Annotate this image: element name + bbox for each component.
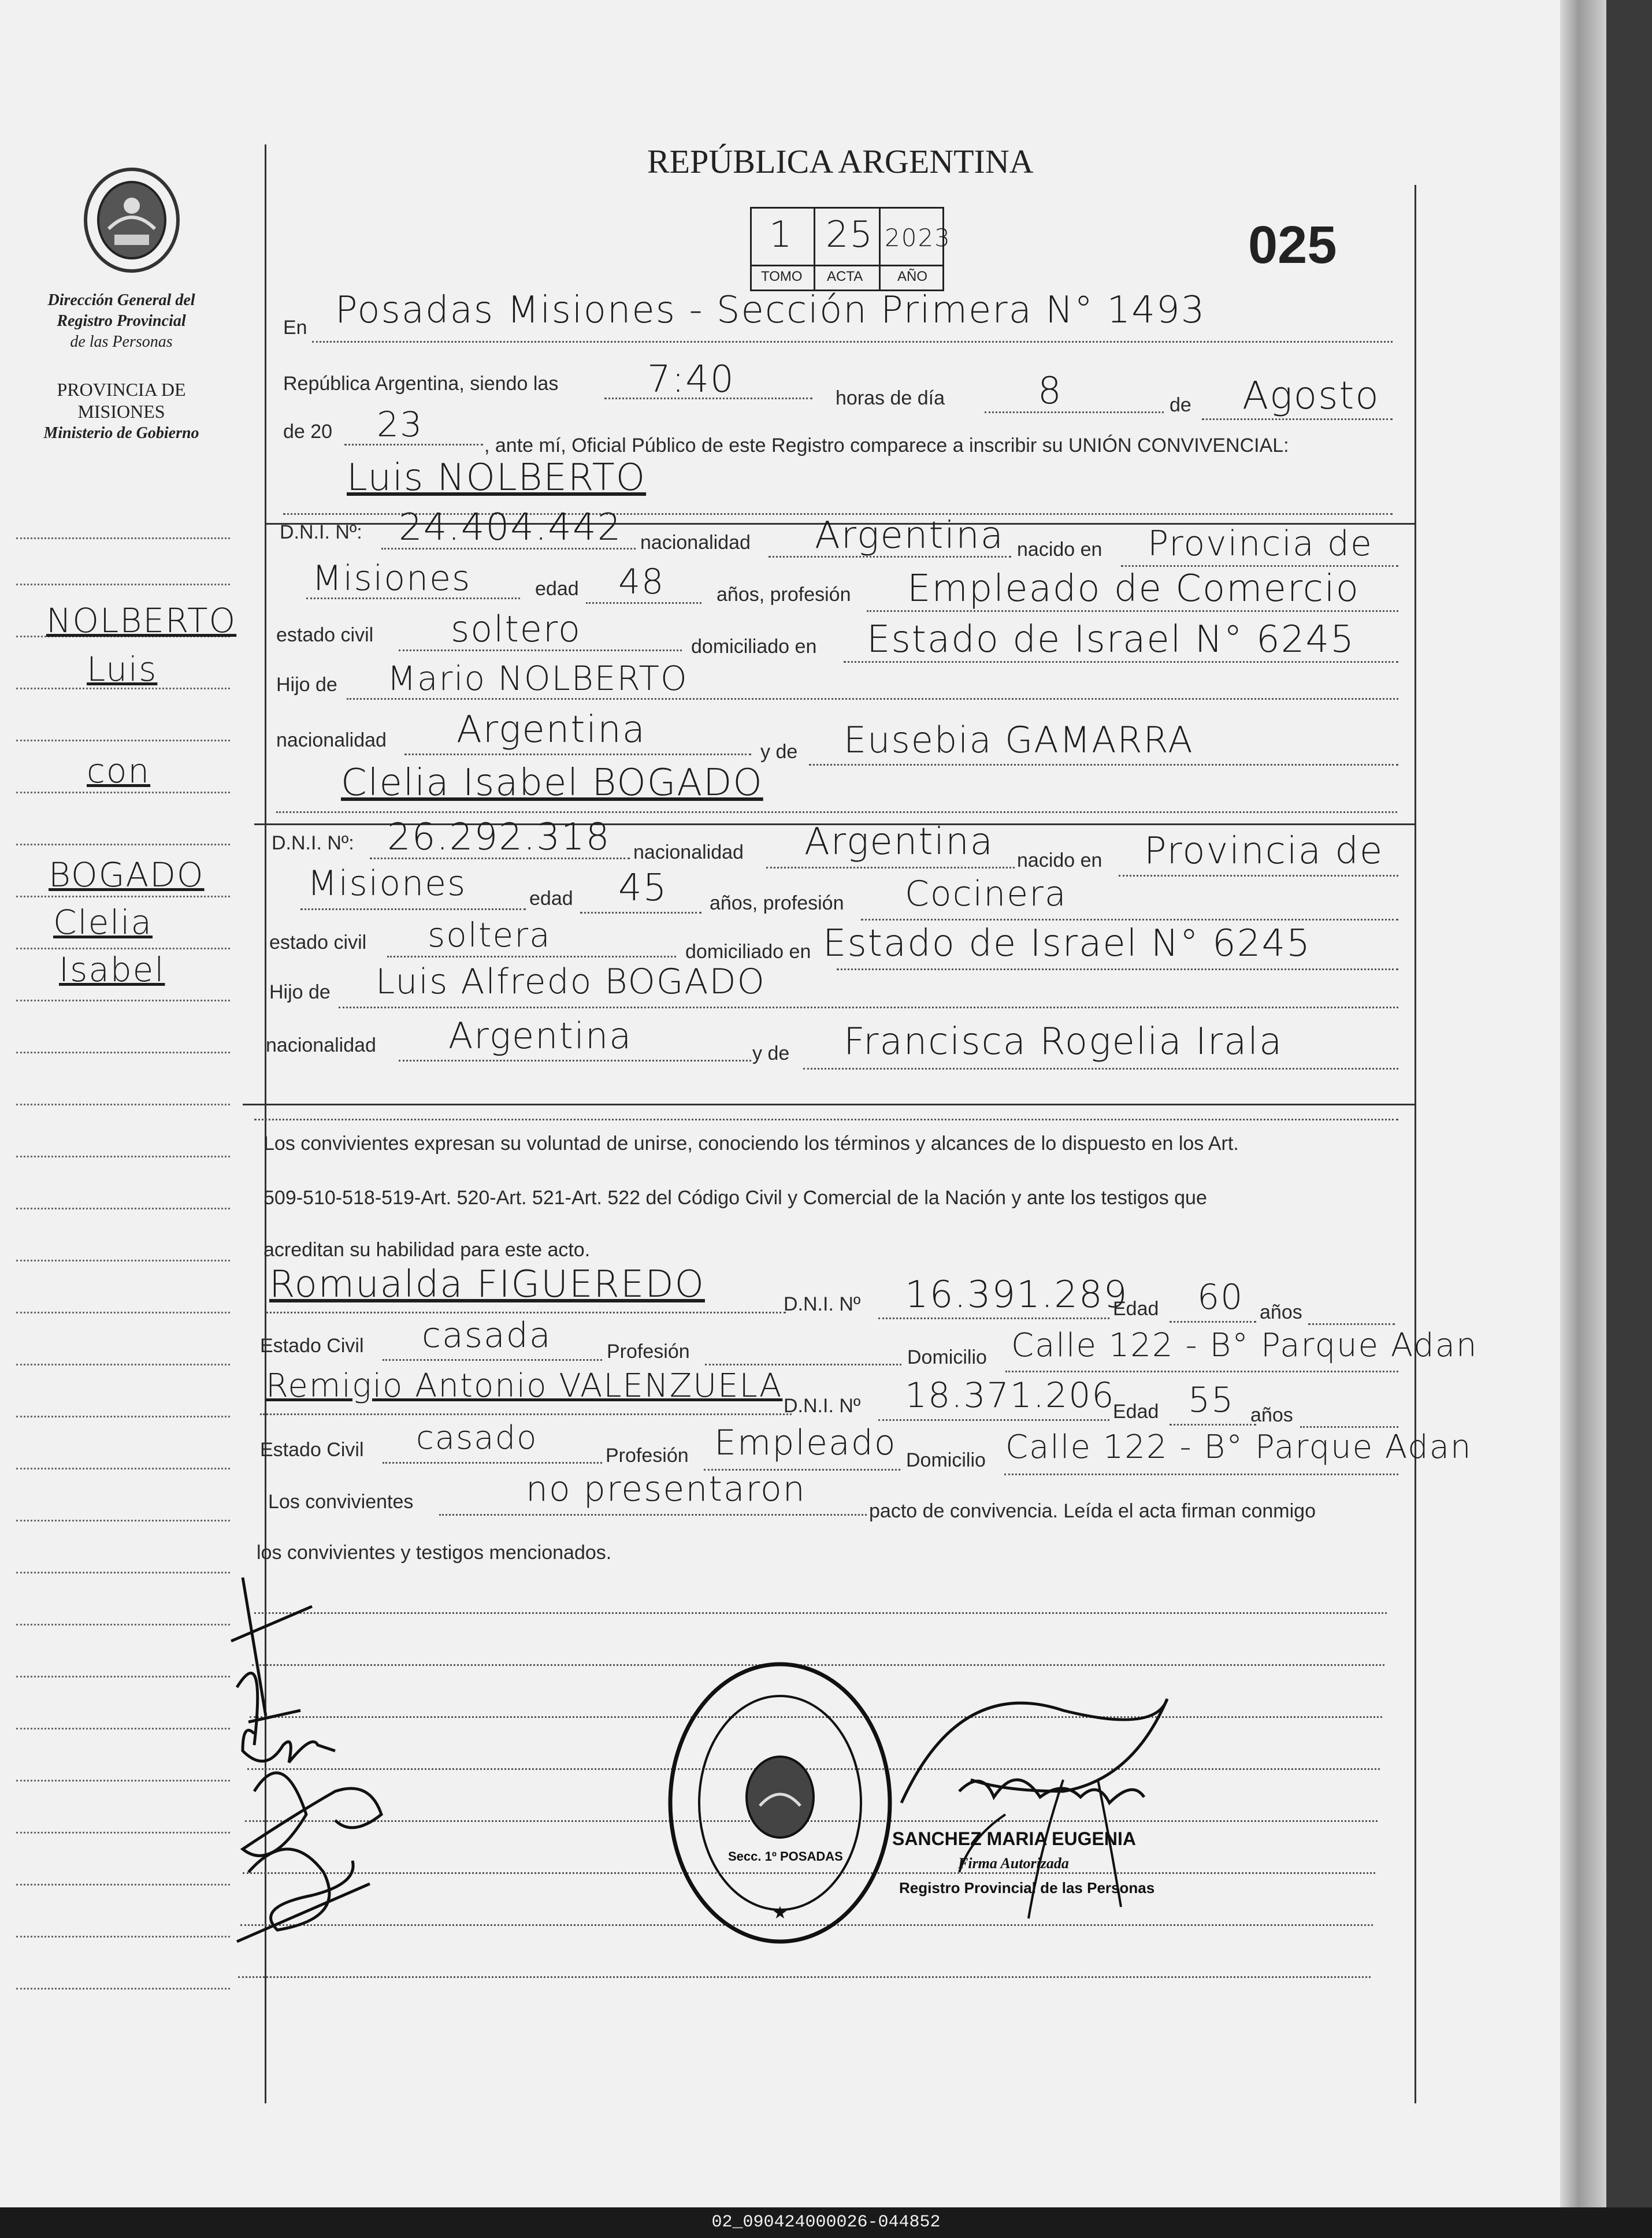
margin-line [16, 844, 230, 845]
hours-label: horas de día [836, 387, 945, 409]
p1-father-nationality-value: Argentina [456, 708, 646, 751]
siendo-label: República Argentina, siendo las [283, 373, 559, 395]
p2-father-nationality-value: Argentina [448, 1015, 633, 1057]
w2-civil-label: Estado Civil [260, 1439, 364, 1461]
margin-name-given-1: Luis [87, 649, 158, 689]
p2-civil-value: soltera [428, 915, 551, 955]
statement-line-2: 509-510-518-519-Art. 520-Art. 521-Art. 522 del Código Civil y Comercial de la Nación y ante los testigos que [263, 1187, 1207, 1209]
official-name: SANCHEZ MARIA EUGENIA [892, 1828, 1136, 1849]
w1-years-label: años [1260, 1301, 1302, 1323]
image-code: 02_090424000026-044852 [0, 2207, 1652, 2238]
p1-age-value: 48 [618, 562, 665, 602]
official-org: Registro Provincial de las Personas [899, 1879, 1155, 1896]
p1-nationality-label: nacionalidad [640, 532, 751, 554]
w2-profession-value: Empleado [714, 1423, 897, 1463]
statement-line-3: acreditan su habilidad para este acto. [263, 1239, 591, 1261]
hour-value: 7:40 [647, 358, 735, 401]
closing-line-2: los convivientes y testigos mencionados. [257, 1542, 612, 1564]
margin-line [16, 1000, 230, 1001]
p2-address-label: domiciliado en [685, 941, 811, 963]
en-label: En [283, 317, 307, 339]
acta-value: 25 [826, 213, 874, 255]
margin-line [16, 948, 230, 949]
w2-dni-label: D.N.I. Nº [784, 1395, 861, 1417]
margin-line [16, 1052, 230, 1053]
p2-nationality-label: nacionalidad [633, 841, 744, 863]
margin-line [16, 792, 230, 793]
margin-line [16, 896, 230, 897]
official-stamp-icon [664, 1658, 896, 1947]
w2-civil-value: casado [416, 1419, 538, 1457]
margin-line [16, 1572, 230, 1573]
p1-address-value: Estado de Israel N° 6245 [867, 618, 1355, 661]
province-seal-icon [80, 165, 184, 275]
w2-dni-value: 18.371.206 [905, 1375, 1115, 1416]
closing-value: no presentaron [526, 1469, 806, 1509]
p2-profession-value: Cocinera [905, 874, 1067, 914]
page-edge [1560, 0, 1606, 2207]
w1-civil-label: Estado Civil [260, 1335, 364, 1357]
p1-mother-label: y de [760, 741, 798, 763]
p1-profession-label: años, profesión [717, 584, 851, 606]
w1-profession-label: Profesión [607, 1341, 690, 1363]
country-title: REPÚBLICA ARGENTINA [647, 143, 1034, 180]
w1-civil-value: casada [422, 1315, 552, 1356]
p2-born-value-1: Provincia de [1144, 830, 1384, 873]
acta-label: ACTA [827, 269, 863, 284]
p1-born-value-1: Provincia de [1148, 524, 1373, 564]
margin-line [16, 1676, 230, 1677]
person1-name: Luis NOLBERTO [347, 456, 647, 499]
w1-dni-label: D.N.I. Nº [784, 1293, 861, 1315]
p2-born-value-2: Misiones [307, 863, 467, 904]
p2-nationality-value: Argentina [804, 821, 994, 863]
w1-age-value: 60 [1197, 1277, 1244, 1317]
org-line-2: Registro Provincial [57, 312, 186, 330]
w1-dni-value: 16.391.289 [905, 1274, 1128, 1316]
margin-line [16, 584, 230, 585]
closing-label-2: pacto de convivencia. Leída el acta firman conmigo [869, 1500, 1316, 1522]
w1-address-label: Domicilio [907, 1346, 987, 1368]
province-line-2: MISIONES [77, 401, 165, 422]
w2-age-value: 55 [1188, 1380, 1235, 1420]
w1-name: Romualda FIGUEREDO [269, 1263, 705, 1306]
p1-born-value-2: Misiones [312, 558, 472, 599]
place-value: Posadas Misiones - Sección Primera N° 1493 [335, 289, 1206, 332]
margin-name-given-2a: Clelia [53, 903, 153, 942]
p1-father-value: Mario NOLBERTO [387, 659, 688, 698]
margin-line [16, 740, 230, 741]
divider-3 [243, 1104, 1416, 1105]
margin-line [16, 1624, 230, 1625]
p1-dni-value: 24.404.442 [399, 506, 622, 549]
margin-name-con: con [87, 751, 151, 790]
w2-age-label: Edad [1113, 1401, 1159, 1423]
province-line-1: PROVINCIA DE [57, 379, 186, 400]
year-value: 23 [377, 404, 424, 445]
p2-dni-label: D.N.I. Nº: [272, 832, 354, 854]
margin-line [16, 1468, 230, 1469]
statement-line-1: Los convivientes expresan su voluntad de unirse, conociendo los términos y alcances de lo dispuesto en los Art. [263, 1133, 1239, 1155]
margin-line [16, 1884, 230, 1886]
right-frame-line [1415, 185, 1416, 2103]
ministry-line: Ministerio de Gobierno [43, 424, 199, 442]
tomo-value: 1 [769, 213, 793, 255]
margin-name-surname-2: BOGADO [49, 855, 205, 895]
p1-civil-value: soltero [451, 608, 581, 650]
p2-civil-label: estado civil [269, 931, 367, 953]
p1-father-nationality-label: nacionalidad [276, 729, 387, 751]
margin-line [16, 1260, 230, 1261]
margin-line [16, 1364, 230, 1365]
month-de-label: de [1170, 394, 1191, 416]
w2-address-label: Domicilio [906, 1449, 986, 1471]
w2-profession-label: Profesión [606, 1445, 689, 1467]
p1-age-label: edad [535, 578, 579, 600]
p1-born-label: nacido en [1017, 539, 1102, 561]
record-box [750, 207, 951, 291]
p2-dni-value: 26.292.318 [387, 816, 611, 859]
p2-mother-label: y de [752, 1042, 790, 1064]
comparece-text: , ante mí, Oficial Público de este Registro comparece a inscribir su UNIÓN CONVIVENCIAL: [484, 435, 1289, 456]
margin-line [16, 1156, 230, 1157]
day-value: 8 [1038, 370, 1063, 413]
official-role: Firma Autorizada [958, 1855, 1069, 1872]
margin-line [16, 1728, 230, 1729]
year-prefix-label: de 20 [283, 421, 333, 443]
w2-name: Remigio Antonio VALENZUELA [266, 1367, 783, 1405]
closing-label-1: Los convivientes [268, 1491, 414, 1513]
margin-line [16, 1312, 230, 1313]
p2-age-value: 45 [618, 867, 668, 910]
p2-born-label: nacido en [1017, 849, 1102, 871]
stamp-inner-text: Secc. 1º POSADAS [728, 1849, 843, 1864]
margin-line [16, 1832, 230, 1834]
p2-address-value: Estado de Israel N° 6245 [823, 922, 1311, 965]
margin-line [16, 1780, 230, 1782]
month-value: Agosto [1242, 373, 1380, 418]
tomo-label: TOMO [761, 269, 803, 284]
org-line-3: de las Personas [70, 333, 173, 351]
p2-mother-value: Francisca Rogelia Irala [844, 1020, 1283, 1063]
w2-address-value: Calle 122 - B° Parque Adan [1005, 1428, 1472, 1466]
w1-age-label: Edad [1113, 1298, 1159, 1320]
p1-civil-label: estado civil [276, 624, 374, 646]
p1-profession-value: Empleado de Comercio [907, 567, 1360, 610]
margin-line [16, 1416, 230, 1417]
p2-father-value: Luis Alfredo BOGADO [376, 962, 766, 1002]
official-stamp [664, 1658, 896, 1947]
org-line-1: Dirección General del [47, 291, 195, 309]
p2-father-label: Hijo de [269, 981, 331, 1003]
margin-line [16, 1936, 230, 1938]
margin-line [16, 1520, 230, 1521]
stamp-ring-text [664, 1658, 665, 1659]
margin-line [16, 537, 230, 539]
p1-nationality-value: Argentina [815, 514, 1004, 557]
p1-mother-value: Eusebia GAMARRA [844, 719, 1194, 761]
p2-profession-label: años, profesión [710, 892, 844, 914]
margin-line [16, 1104, 230, 1105]
p1-father-label: Hijo de [276, 674, 337, 696]
page-number: 025 [1248, 216, 1337, 274]
margin-line [16, 1988, 230, 1990]
margin-name-given-2b: Isabel [59, 950, 165, 989]
p2-father-nationality-label: nacionalidad [266, 1034, 376, 1056]
svg-text:★: ★ [772, 1903, 788, 1922]
w1-address-value: Calle 122 - B° Parque Adan [1011, 1327, 1478, 1364]
p1-dni-label: D.N.I. Nº: [280, 521, 362, 543]
p1-address-label: domiciliado en [691, 636, 817, 658]
person2-name: Clelia Isabel BOGADO [341, 762, 763, 804]
anio-label: AÑO [897, 269, 928, 284]
p2-age-label: edad [529, 888, 573, 910]
province-seal [80, 165, 184, 275]
anio-value: 2023 [885, 224, 951, 252]
signatures-scribble [220, 1572, 428, 1994]
margin-line [16, 1208, 230, 1209]
margin-name-surname-1: NOLBERTO [46, 601, 237, 640]
w2-years-label: años [1250, 1404, 1293, 1426]
